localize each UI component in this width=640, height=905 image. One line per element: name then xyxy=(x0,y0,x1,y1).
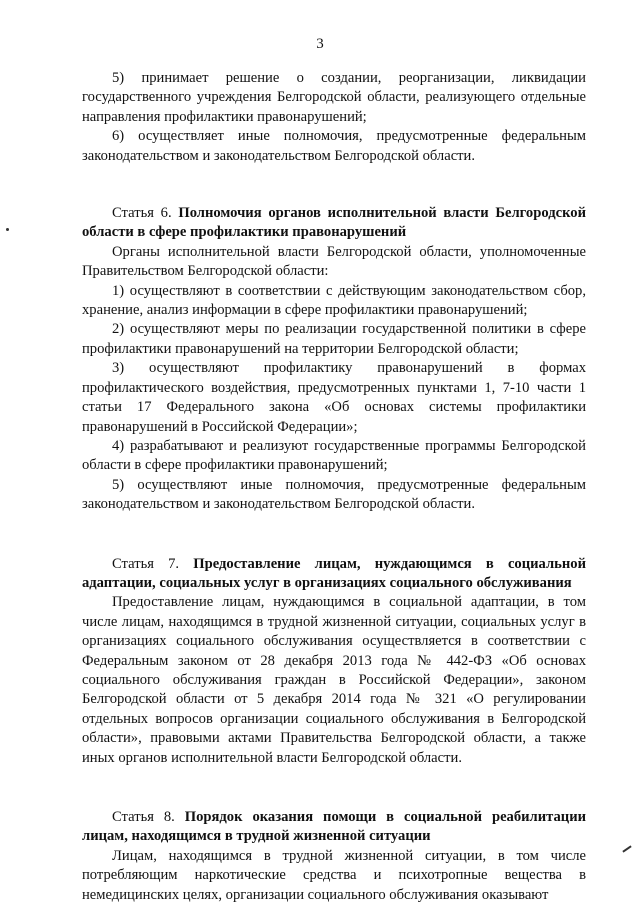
article-8-prefix: Статья 8. xyxy=(112,809,185,825)
article-7-heading xyxy=(82,555,586,594)
article-8-heading xyxy=(82,808,586,847)
section-gap xyxy=(82,768,586,808)
article-6-item-4: 4) разрабатывают и реализуют государственные программы Белгородской области в сфере профилактики правонарушений; xyxy=(82,437,586,474)
paragraph-item-5: 5) принимает решение о создании, реорганизации, ликвидации государственного учреждения Белгородской области, реализующего отдельные направления профилактики правонарушений; xyxy=(82,70,586,125)
article-8-body: Лицам, находящимся в трудной жизненной ситуации, в том числе потребляющим наркотические средства и психотропные вещества в немедицинских целях, организации социального обслуживания оказывают xyxy=(82,847,586,903)
article-7-title: Предоставление лицам, нуждающимся в социальной адаптации, социальных услуг в организациях социального обслуживания xyxy=(82,555,586,591)
article-6-item-3: 3) осуществляют профилактику правонарушений в формах профилактического воздействия, предусмотренных пунктами 1, 7-10 части 1 статьи 17 Федерального закона «Об основах системы профилактики правонарушений в Российской Федерации»; xyxy=(82,360,586,435)
scan-dot xyxy=(6,228,9,231)
article-6-prefix: Статья 6. xyxy=(112,205,179,222)
article-8-title: Порядок оказания помощи в социальной реабилитации лицам, находящимся в трудной жизненной ситуации xyxy=(82,809,587,845)
article-6-item-1: 1) осуществляют в соответствии с действующим законодательством сбор, хранение, анализ информации в сфере профилактики правонарушений; xyxy=(82,282,586,319)
article-7-body: Предоставление лицам, нуждающимся в социальной адаптации, в том числе лицам, находящимся в трудной жизненной ситуации, социальных услуг в организациях социального обслуживания осуществляется в соответствии с Федеральным законом от 28 декабря 2013 года № 442-ФЗ «Об основах социального обслуживания граждан в Российской Федерации», законом Белгородской области от 5 декабря 2014 года № 321 «О регулировании отдельных вопросов организации социального обслуживания в Белгородской области», правовыми актами Правительства Белгородской области, а также иных органов исполнительной власти Белгородской области. xyxy=(82,594,586,766)
section-gap xyxy=(82,515,586,555)
article-6-heading xyxy=(82,204,586,243)
document-body xyxy=(82,69,586,905)
article-6-item-5: 5) осуществляют иные полномочия, предусмотренные федеральным законодательством и законодательством Белгородской области. xyxy=(82,476,586,513)
scan-mark xyxy=(622,845,631,852)
article-6-title: Полномочия органов исполнительной власти Белгородской области в сфере профилактики правонарушений xyxy=(82,205,587,241)
section-gap xyxy=(82,166,586,204)
article-6-intro: Органы исполнительной власти Белгородской области, уполномоченные Правительством Белгородской области: xyxy=(82,243,586,280)
page-number: 3 xyxy=(316,36,324,52)
paragraph-item-6: 6) осуществляет иные полномочия, предусмотренные федеральным законодательством и законодательством Белгородской области. xyxy=(82,128,586,164)
article-6-item-2: 2) осуществляют меры по реализации государственной политики в сфере профилактики правонарушений на территории Белгородской области; xyxy=(82,321,586,357)
article-7-prefix: Статья 7. xyxy=(112,555,194,572)
